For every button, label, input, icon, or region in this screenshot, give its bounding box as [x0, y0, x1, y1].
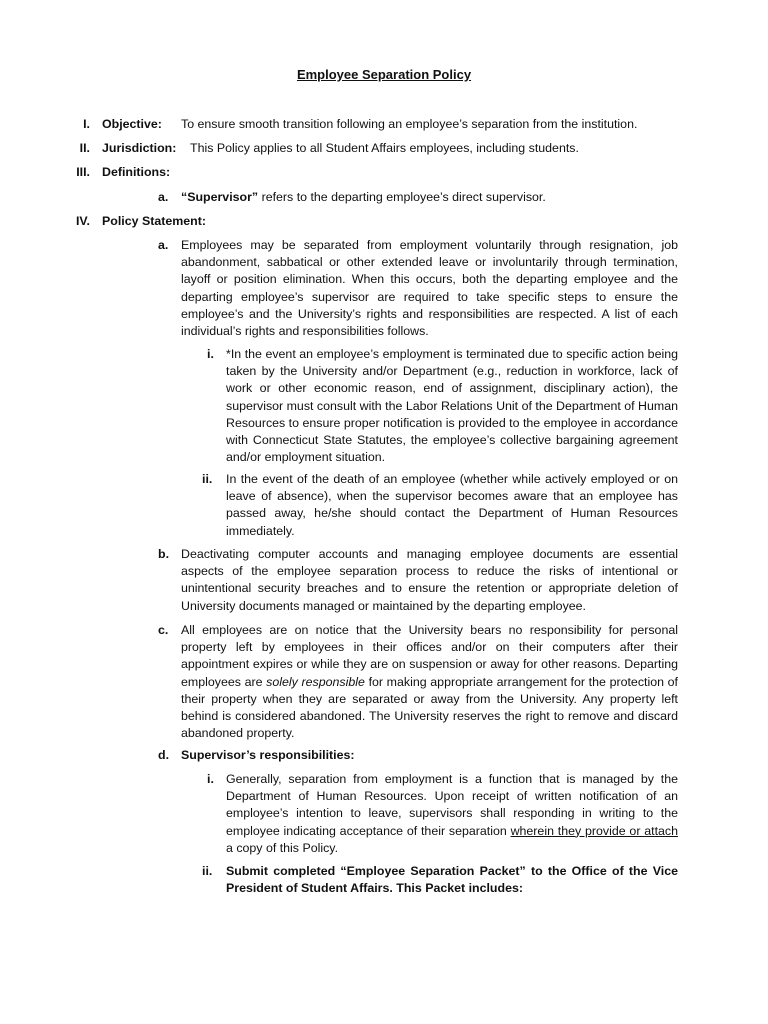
- section-label: Definitions:: [102, 165, 171, 179]
- definition-term: “Supervisor”: [181, 190, 259, 204]
- item-marker: ii.: [202, 472, 213, 486]
- item-marker: a.: [158, 190, 169, 204]
- item-marker: i.: [207, 772, 214, 786]
- item-paragraph: *In the event an employee’s employment is terminated due to specific action being taken by the University and/or Department (e.g., reduction in workforce, lack of work or other economic reason, end of assignment, disciplinary action), the supervisor must consult with the Labor Relations Unit of the Department of Human Resources to ensure proper notification is provided to the employee in accordance with Connecticut State Statutes, the employee’s collective bargaining agreement and/or employment situation.: [226, 347, 678, 465]
- definition-body: refers to the departing employee’s direct supervisor.: [261, 190, 546, 204]
- section-label: Objective:: [102, 117, 162, 131]
- definition-text: [181, 189, 546, 206]
- section-text: To ensure smooth transition following an employee’s separation from the institution.: [181, 117, 638, 131]
- item-marker: a.: [158, 238, 169, 252]
- item-paragraph: Employees may be separated from employment voluntarily through resignation, job abandonment, sabbatical or other extended leave or involuntarily through termination, layoff or position elimination. When this occurs, both the departing employee and the departing employee’s supervisor are required to take specific steps to ensure the employee’s and the University’s rights and responsibilities are respected. A list of each individual’s rights and responsibilities follows.: [181, 238, 678, 339]
- item-marker: c.: [158, 623, 169, 637]
- section-number: I.: [83, 117, 90, 131]
- item-marker: i.: [207, 347, 214, 361]
- item-paragraph: Submit completed “Employee Separation Packet” to the Office of the Vice President of Student Affairs. This Packet includes:: [226, 864, 678, 896]
- section-label: Policy Statement:: [102, 214, 206, 228]
- paragraph-text: a copy of this Policy.: [226, 840, 339, 855]
- paragraph-text: Generally, separation from employment is a function that is managed by the Department of Human Resources. Upon receipt of written notification of an employee’s intention to leave, supervisors shall responding in writing to the employee indicating acceptance of their separation: [226, 772, 678, 838]
- section-text: This Policy applies to all Student Affairs employees, including students.: [190, 141, 579, 155]
- item-marker: ii.: [202, 864, 213, 878]
- item-paragraph: [181, 622, 678, 742]
- page-title: Employee Separation Policy: [296, 67, 472, 82]
- section-number: III.: [76, 165, 90, 179]
- item-paragraph: Deactivating computer accounts and managing employee documents are essential aspects of the employee separation process to reduce the risks of intentional or unintentional security breaches and to ensure the retention or appropriate deletion of University documents managed or maintained by the departing employee.: [181, 547, 678, 613]
- emphasis-text: solely responsible: [266, 674, 365, 689]
- item-paragraph: In the event of the death of an employee (whether while actively employed or on leave of absence), when the supervisor becomes aware that an employee has passed away, he/she should contact the Department of Human Resources immediately.: [226, 472, 678, 538]
- section-number: II.: [79, 141, 90, 155]
- underlined-text: wherein they provide or attach: [510, 823, 679, 838]
- item-paragraph: [226, 771, 678, 857]
- section-number: IV.: [75, 214, 90, 228]
- section-label: Jurisdiction:: [102, 141, 177, 155]
- paragraph-text: for making appropriate arrangement for the protection of their property when they are separated or away from the University. Any property left behind is considered abandoned. The University reserves the right to remove and discard abandoned property.: [181, 674, 678, 741]
- item-marker: b.: [158, 547, 170, 561]
- item-heading: Supervisor’s responsibilities:: [181, 748, 355, 762]
- item-marker: d.: [158, 748, 170, 762]
- paragraph-text: All employees are on notice that the University bears no responsibility for personal property left by employees in their offices and/or on their computers after their appointment expires or while they are on suspension or away for other reasons. Departing employees are: [181, 623, 678, 689]
